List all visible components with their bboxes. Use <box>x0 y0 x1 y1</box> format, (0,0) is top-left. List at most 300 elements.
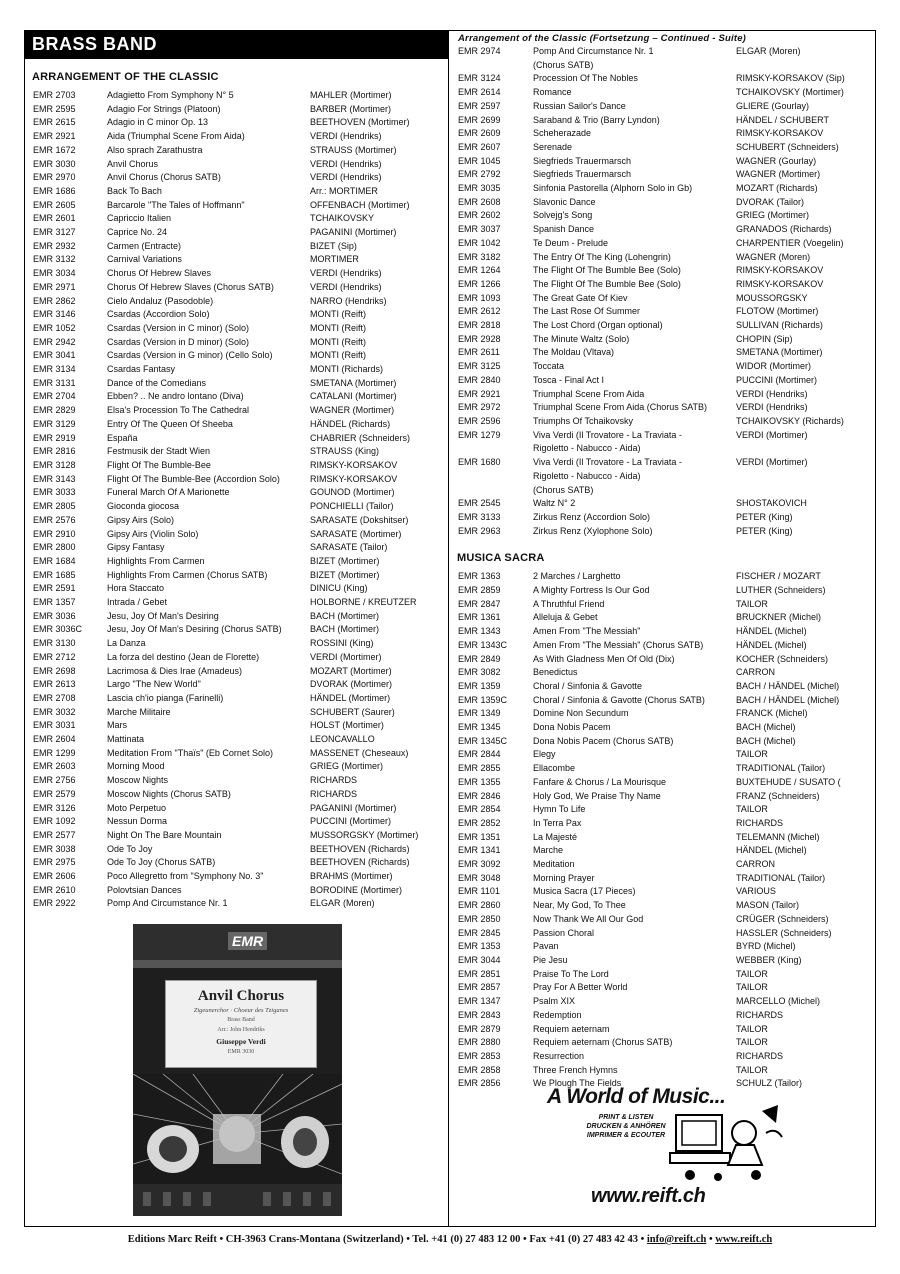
work-title: Csardas (Version in C minor) (Solo) <box>107 322 250 333</box>
catalog-number: EMR 1345C <box>458 735 508 746</box>
ad-tagline <box>571 1113 681 1140</box>
composer-arranger: STRAUSS (King) <box>310 446 380 457</box>
catalog-number: EMR 1361 <box>458 612 501 623</box>
list-item <box>458 237 875 251</box>
list-item <box>33 870 448 884</box>
list-item <box>458 168 875 182</box>
catalog-number: EMR 2845 <box>458 927 501 938</box>
composer-arranger: RIMSKY-KORSAKOV (Sip) <box>736 73 845 84</box>
composer-arranger: CHOPIN (Sip) <box>736 333 793 344</box>
list-item <box>33 897 448 911</box>
composer-arranger: DVORAK (Mortimer) <box>310 679 393 690</box>
composer-arranger: HÄNDEL (Michel) <box>736 626 807 637</box>
composer-arranger: WIDOR (Mortimer) <box>736 361 811 372</box>
list-item <box>458 1064 875 1078</box>
composer-arranger: STRAUSS (Mortimer) <box>310 144 397 155</box>
work-title: Scheherazade <box>533 128 592 139</box>
list-item <box>458 940 875 954</box>
work-title: Serenade <box>533 141 573 152</box>
catalog-number: EMR 2545 <box>458 498 501 509</box>
list-item <box>33 459 448 473</box>
footer-fax: Fax +41 (0) 27 483 42 43 <box>529 1234 638 1245</box>
catalog-number: EMR 2829 <box>33 405 76 416</box>
cover-composer: Giuseppe Verdi <box>216 1037 266 1046</box>
work-title: Redemption <box>533 1009 582 1020</box>
catalog-number: EMR 1680 <box>458 457 501 468</box>
catalog-number: EMR 1355 <box>458 776 501 787</box>
catalog-number: EMR 2606 <box>33 871 76 882</box>
list-item <box>458 584 875 598</box>
catalog-number: EMR 2612 <box>458 306 501 317</box>
composer-arranger: VERDI (Mortimer) <box>736 429 808 440</box>
work-title: Now Thank We All Our God <box>533 913 644 924</box>
composer-arranger: BACH (Mortimer) <box>310 610 379 621</box>
work-title: The Moldau (Vltava) <box>533 347 615 358</box>
work-title: España <box>107 432 138 443</box>
composer-arranger: DVORAK (Tailor) <box>736 196 805 207</box>
list-item <box>458 429 875 456</box>
composer-arranger: BACH / HÄNDEL (Michel) <box>736 680 840 691</box>
work-title: The Minute Waltz (Solo) <box>533 333 630 344</box>
ad-tag-drucken: DRUCKEN & ANHÖREN <box>586 1123 666 1130</box>
composer-arranger: FRANCK (Michel) <box>736 708 808 719</box>
composer-arranger: GRIEG (Mortimer) <box>310 761 383 772</box>
work-title: Adagio For Strings (Platoon) <box>107 103 221 114</box>
composer-arranger: BARBER (Mortimer) <box>310 103 392 114</box>
composer-arranger: MOZART (Richards) <box>736 183 818 194</box>
list-item <box>458 511 875 525</box>
work-title: Mattinata <box>107 734 145 745</box>
work-title: Meditation <box>533 859 575 870</box>
list-item <box>458 45 875 72</box>
work-title: Pomp And Circumstance Nr. 1 <box>107 898 228 909</box>
composer-arranger: TAILOR <box>736 1064 768 1075</box>
list-item <box>33 555 448 569</box>
work-title: Csardas (Version in G minor) (Cello Solo) <box>107 350 273 361</box>
work-title: Dance of the Comedians <box>107 377 207 388</box>
catalog-number: EMR 3031 <box>33 720 76 731</box>
list-item <box>458 831 875 845</box>
list-item <box>458 346 875 360</box>
classic-continued-list <box>450 45 875 538</box>
work-title: Toccata <box>533 361 565 372</box>
catalog-number: EMR 1349 <box>458 708 501 719</box>
catalog-number: EMR 2859 <box>458 585 501 596</box>
work-title: The Lost Chord (Organ optional) <box>533 320 663 331</box>
catalog-number: EMR 3092 <box>458 859 501 870</box>
list-item <box>458 625 875 639</box>
work-title: Night On The Bare Mountain <box>107 829 222 840</box>
catalog-number: EMR 2607 <box>458 141 501 152</box>
catalog-number: EMR 2843 <box>458 1009 501 1020</box>
catalog-number: EMR 1093 <box>458 292 501 303</box>
list-item <box>33 185 448 199</box>
catalog-number: EMR 2932 <box>33 240 76 251</box>
catalog-number: EMR 3132 <box>33 254 76 265</box>
catalog-number: EMR 2921 <box>458 388 501 399</box>
list-item <box>33 349 448 363</box>
composer-arranger: HÄNDEL / SCHUBERT <box>736 114 830 125</box>
composer-arranger: TELEMANN (Michel) <box>736 831 820 842</box>
list-item <box>33 651 448 665</box>
work-title: Also sprach Zarathustra <box>107 144 203 155</box>
composer-arranger: SCHULZ (Tailor) <box>736 1078 803 1089</box>
ad-headline: A World of Music... <box>547 1085 726 1108</box>
composer-arranger: TRADITIONAL (Tailor) <box>736 872 826 883</box>
work-title: Three French Hymns <box>533 1064 618 1075</box>
composer-arranger: CHARPENTIER (Voegelin) <box>736 237 844 248</box>
composer-arranger: TAILOR <box>736 1037 768 1048</box>
list-item <box>33 719 448 733</box>
composer-arranger: BORODINE (Mortimer) <box>310 884 402 895</box>
catalog-number: EMR 2840 <box>458 374 501 385</box>
catalog-number: EMR 2854 <box>458 804 501 815</box>
composer-arranger: ROSSINI (King) <box>310 638 374 649</box>
work-title: Cielo Andaluz (Pasodoble) <box>107 295 214 306</box>
catalog-number: EMR 2856 <box>458 1078 501 1089</box>
list-item <box>458 694 875 708</box>
composer-arranger: BRUCKNER (Michel) <box>736 612 822 623</box>
catalog-number: EMR 1684 <box>33 555 76 566</box>
work-title: Ebben? .. Ne andro lontano (Diva) <box>107 391 244 402</box>
catalog-number: EMR 2608 <box>458 196 501 207</box>
list-item <box>458 995 875 1009</box>
composer-arranger: BIZET (Sip) <box>310 240 357 251</box>
classic-list <box>25 89 448 911</box>
catalog-number: EMR 3127 <box>33 227 76 238</box>
work-title: Amen From "The Messiah" <box>533 626 641 637</box>
list-item <box>458 497 875 511</box>
list-item <box>458 790 875 804</box>
composer-arranger: TAILOR <box>736 982 768 993</box>
work-title: We Plough The Fields <box>533 1078 622 1089</box>
work-title: Ellacombe <box>533 763 576 774</box>
catalog-number: EMR 2880 <box>458 1037 501 1048</box>
list-item <box>458 748 875 762</box>
ad-url[interactable]: www.reift.ch <box>591 1185 706 1207</box>
catalog-number: EMR 3041 <box>33 350 76 361</box>
catalog-number: EMR 1345 <box>458 722 501 733</box>
work-title: La forza del destino (Jean de Florette) <box>107 651 260 662</box>
composer-arranger: SARASATE (Tailor) <box>310 542 388 553</box>
composer-arranger: MONTI (Reift) <box>310 309 366 320</box>
footer-email-link[interactable]: info@reift.ch <box>646 1234 707 1245</box>
list-item <box>458 1023 875 1037</box>
composer-arranger: MONTI (Reift) <box>310 336 366 347</box>
catalog-number: EMR 1101 <box>458 886 500 897</box>
work-title: Polovtsian Dances <box>107 884 182 895</box>
composer-arranger: MONTI (Richards) <box>310 364 384 375</box>
catalog-number: EMR 2928 <box>458 333 501 344</box>
catalog-number: EMR 2851 <box>458 968 501 979</box>
left-column <box>25 30 448 911</box>
composer-arranger: PAGANINI (Mortimer) <box>310 802 397 813</box>
catalog-number: EMR 1351 <box>458 831 501 842</box>
list-item <box>33 582 448 596</box>
composer-arranger: BYRD (Michel) <box>736 941 796 952</box>
catalog-number: EMR 3082 <box>458 667 501 678</box>
computer-cartoon-icon <box>666 1103 786 1185</box>
list-item <box>458 456 875 497</box>
catalog-number: EMR 2605 <box>33 199 76 210</box>
composer-arranger: VERDI (Hendriks) <box>736 402 808 413</box>
list-item <box>458 333 875 347</box>
list-item <box>458 525 875 539</box>
work-title: Carnival Variations <box>107 254 182 265</box>
catalog-number: EMR 2613 <box>33 679 76 690</box>
work-title: Psalm XIX <box>533 996 576 1007</box>
catalog-number: EMR 2816 <box>33 446 76 457</box>
footer: Editions Marc Reift • CH-3963 Crans-Montana (Switzerland) • Tel. +41 (0) 27 483 12 00 • Fax +41 (0) 27 483 42 43 • info@reift.ch • www.reift.ch <box>127 1234 773 1245</box>
list-item <box>458 1009 875 1023</box>
catalog-number: EMR 2857 <box>458 982 501 993</box>
list-item <box>33 843 448 857</box>
list-item <box>33 856 448 870</box>
work-title: Passion Choral <box>533 927 595 938</box>
work-title: Viva Verdi (Il Trovatore - La Traviata - Rigoletto - Nabucco - Aida) (Chorus SATB) <box>533 457 682 495</box>
composer-arranger: BACH (Michel) <box>736 735 796 746</box>
catalog-number: EMR 2850 <box>458 913 501 924</box>
list-item <box>33 390 448 404</box>
composer-arranger: PAGANINI (Mortimer) <box>310 227 397 238</box>
work-title: A Mighty Fortress Is Our God <box>533 585 650 596</box>
work-title: Adagio in C minor Op. 13 <box>107 117 209 128</box>
work-title: Chorus Of Hebrew Slaves <box>107 268 212 279</box>
footer-web-link[interactable]: www.reift.ch <box>715 1234 773 1245</box>
work-title: Russian Sailor's Dance <box>533 100 626 111</box>
catalog-number: EMR 3129 <box>33 418 76 429</box>
work-title: Jesu, Joy Of Man's Desiring (Chorus SATB) <box>107 624 282 635</box>
composer-arranger: WAGNER (Gourlay) <box>736 155 817 166</box>
work-title: Adagietto From Symphony N° 5 <box>107 90 234 100</box>
composer-arranger: RICHARDS <box>310 775 358 786</box>
catalog-number: EMR 2921 <box>33 131 76 142</box>
list-item <box>458 114 875 128</box>
catalog-number: EMR 2846 <box>458 790 501 801</box>
list-item <box>33 240 448 254</box>
right-column <box>450 30 875 1091</box>
catalog-number: EMR 2609 <box>458 128 501 139</box>
cover-line-1: Brass Band <box>227 1017 255 1023</box>
work-title: Flight Of The Bumble-Bee (Accordion Solo) <box>107 473 280 484</box>
work-title: Dona Nobis Pacem <box>533 722 611 733</box>
work-title: Morning Mood <box>107 761 165 772</box>
composer-arranger: FRANZ (Schneiders) <box>736 790 820 801</box>
list-item <box>33 363 448 377</box>
list-item <box>33 158 448 172</box>
catalog-number: EMR 1359C <box>458 694 508 705</box>
catalog-number: EMR 2604 <box>33 734 76 745</box>
catalog-number: EMR 1672 <box>33 144 76 155</box>
work-title: 2 Marches / Larghetto <box>533 571 621 582</box>
work-title: Moscow Nights <box>107 775 169 786</box>
work-title: Pie Jesu <box>533 955 568 965</box>
work-title: Triumphal Scene From Aida (Chorus SATB) <box>533 402 708 413</box>
composer-arranger: TRADITIONAL (Tailor) <box>736 763 826 774</box>
composer-arranger: BACH / HÄNDEL (Michel) <box>736 694 840 705</box>
catalog-number: EMR 3130 <box>33 638 76 649</box>
catalog-number: EMR 2704 <box>33 391 76 402</box>
catalog-number: EMR 3131 <box>33 377 76 388</box>
catalog-number: EMR 2699 <box>458 114 501 125</box>
composer-arranger: RIMSKY-KORSAKOV <box>310 473 398 484</box>
list-item <box>458 1036 875 1050</box>
work-title: Poco Allegretto from "Symphony No. 3" <box>107 871 264 882</box>
list-item <box>33 89 448 103</box>
composer-arranger: RIMSKY-KORSAKOV <box>736 265 824 276</box>
list-item <box>33 308 448 322</box>
list-item <box>458 100 875 114</box>
catalog-number: EMR 2860 <box>458 900 501 911</box>
work-title: Aida (Triumphal Scene From Aida) <box>107 131 245 142</box>
catalog-number: EMR 1353 <box>458 941 501 952</box>
catalog-number: EMR 1343 <box>458 626 501 637</box>
work-title: Elsa's Procession To The Cathedral <box>107 405 249 416</box>
catalog-number: EMR 2703 <box>33 90 76 100</box>
work-title: Amen From "The Messiah" (Chorus SATB) <box>533 639 704 650</box>
composer-arranger: MORTIMER <box>310 254 359 265</box>
catalog-number: EMR 2862 <box>33 295 76 306</box>
work-title: Entry Of The Queen Of Sheeba <box>107 418 233 429</box>
work-title: Gioconda giocosa <box>107 501 180 512</box>
composer-arranger: KOCHER (Schneiders) <box>736 653 829 664</box>
list-item <box>458 72 875 86</box>
catalog-number: EMR 1092 <box>33 816 76 827</box>
work-title: Pray For A Better World <box>533 982 628 993</box>
composer-arranger: MAHLER (Mortimer) <box>310 90 392 100</box>
list-item <box>33 637 448 651</box>
composer-arranger: TAILOR <box>736 804 768 815</box>
work-title: Near, My God, To Thee <box>533 900 626 911</box>
catalog-number: EMR 3182 <box>458 251 501 262</box>
list-item <box>458 598 875 612</box>
catalog-number: EMR 3133 <box>458 511 501 522</box>
work-title: Requiem aeternam (Chorus SATB) <box>533 1037 673 1048</box>
work-title: As With Gladness Men Of Old (Dix) <box>533 653 675 664</box>
list-item <box>33 336 448 350</box>
list-item <box>458 292 875 306</box>
catalog-number: EMR 1357 <box>33 597 76 608</box>
composer-arranger: LUTHER (Schneiders) <box>736 585 826 596</box>
list-item <box>33 432 448 446</box>
list-item <box>33 377 448 391</box>
catalog-number: EMR 2591 <box>33 583 76 594</box>
composer-arranger: OFFENBACH (Mortimer) <box>310 199 410 210</box>
list-item <box>33 829 448 843</box>
composer-arranger: CRÜGER (Schneiders) <box>736 913 829 924</box>
section-title-musica-sacra: MUSICA SACRA <box>457 552 545 565</box>
work-title: Hora Staccato <box>107 583 165 594</box>
composer-arranger: HÄNDEL (Michel) <box>736 845 807 856</box>
work-title: Saraband & Trio (Barry Lyndon) <box>533 114 660 125</box>
catalog-number: EMR 2596 <box>458 415 501 426</box>
cover-subtitle: Zigeunerchor · Choeur des Tziganes <box>193 1007 289 1014</box>
work-title: Choral / Sinfonia & Gavotte <box>533 680 643 691</box>
work-title: Barcarole "The Tales of Hoffmann" <box>107 199 245 210</box>
list-item <box>458 1050 875 1064</box>
catalog-number: EMR 3143 <box>33 473 76 484</box>
work-title: Caprice No. 24 <box>107 227 168 238</box>
composer-arranger: VERDI (Hendriks) <box>310 158 382 169</box>
catalog-number: EMR 1359 <box>458 680 501 691</box>
list-item <box>458 127 875 141</box>
composer-arranger: MASON (Tailor) <box>736 900 800 911</box>
list-item <box>33 500 448 514</box>
composer-arranger: RICHARDS <box>736 1009 784 1020</box>
composer-arranger: TCHAIKOVSKY <box>310 213 375 224</box>
composer-arranger: RICHARDS <box>310 788 358 799</box>
composer-arranger: HÄNDEL (Michel) <box>736 639 807 650</box>
composer-arranger: SHOSTAKOVICH <box>736 498 807 509</box>
world-of-music-advert <box>541 1085 791 1215</box>
cover-header <box>133 924 342 966</box>
list-item <box>33 569 448 583</box>
work-title: Fanfare & Chorus / La Mourisque <box>533 776 667 787</box>
list-item <box>33 623 448 637</box>
catalog-number: EMR 2579 <box>33 788 76 799</box>
list-item <box>33 130 448 144</box>
composer-arranger: PUCCINI (Mortimer) <box>736 374 817 385</box>
composer-arranger: GOUNOD (Mortimer) <box>310 487 395 498</box>
composer-arranger: MOUSSORGSKY <box>736 292 808 303</box>
category-banner: BRASS BAND <box>25 30 448 59</box>
list-item <box>33 144 448 158</box>
catalog-number: EMR 2611 <box>458 347 500 358</box>
list-item <box>33 103 448 117</box>
work-title: The Flight Of The Bumble Bee (Solo) <box>533 265 681 276</box>
list-item <box>458 872 875 886</box>
catalog-number: EMR 2849 <box>458 653 501 664</box>
catalog-number: EMR 2601 <box>33 213 76 224</box>
list-item <box>33 788 448 802</box>
list-item <box>33 884 448 898</box>
catalog-number: EMR 1279 <box>458 429 501 440</box>
catalog-number: EMR 2595 <box>33 103 76 114</box>
composer-arranger: HOLBORNE / KREUTZER <box>310 597 417 608</box>
catalog-number: EMR 2910 <box>33 528 76 539</box>
catalog-number: EMR 3048 <box>458 872 501 883</box>
composer-arranger: MARCELLO (Michel) <box>736 996 821 1007</box>
work-title: Marche Militaire <box>107 706 171 717</box>
composer-arranger: BIZET (Mortimer) <box>310 569 380 580</box>
composer-arranger: SMETANA (Mortimer) <box>310 377 397 388</box>
work-title: Highlights From Carmen (Chorus SATB) <box>107 569 268 580</box>
composer-arranger: PETER (King) <box>736 511 793 522</box>
composer-arranger: VERDI (Mortimer) <box>310 651 382 662</box>
list-item <box>33 486 448 500</box>
composer-arranger: NARRO (Hendriks) <box>310 295 387 306</box>
catalog-number: EMR 3036C <box>33 624 83 635</box>
composer-arranger: GLIERE (Gourlay) <box>736 100 810 111</box>
work-title: Meditation From "Thaïs" (Eb Cornet Solo) <box>107 747 273 758</box>
work-title: Siegfrieds Trauermarsch <box>533 155 632 166</box>
composer-arranger: VERDI (Hendriks) <box>736 388 808 399</box>
composer-arranger: BACH (Michel) <box>736 722 796 733</box>
catalog-number: EMR 2805 <box>33 501 76 512</box>
work-title: Csardas Fantasy <box>107 364 176 375</box>
composer-arranger: FISCHER / MOZART <box>736 571 821 582</box>
composer-arranger: HÄNDEL (Mortimer) <box>310 692 391 703</box>
catalog-number: EMR 1264 <box>458 265 501 276</box>
composer-arranger: PETER (King) <box>736 525 793 536</box>
catalog-number: EMR 2614 <box>458 87 501 98</box>
work-title: The Flight Of The Bumble Bee (Solo) <box>533 278 681 289</box>
work-title: Chorus Of Hebrew Slaves (Chorus SATB) <box>107 281 274 292</box>
composer-arranger: CARRON <box>736 859 776 870</box>
catalog-number: EMR 1299 <box>33 747 76 758</box>
list-item <box>33 665 448 679</box>
composer-arranger: GRIEG (Mortimer) <box>736 210 809 221</box>
